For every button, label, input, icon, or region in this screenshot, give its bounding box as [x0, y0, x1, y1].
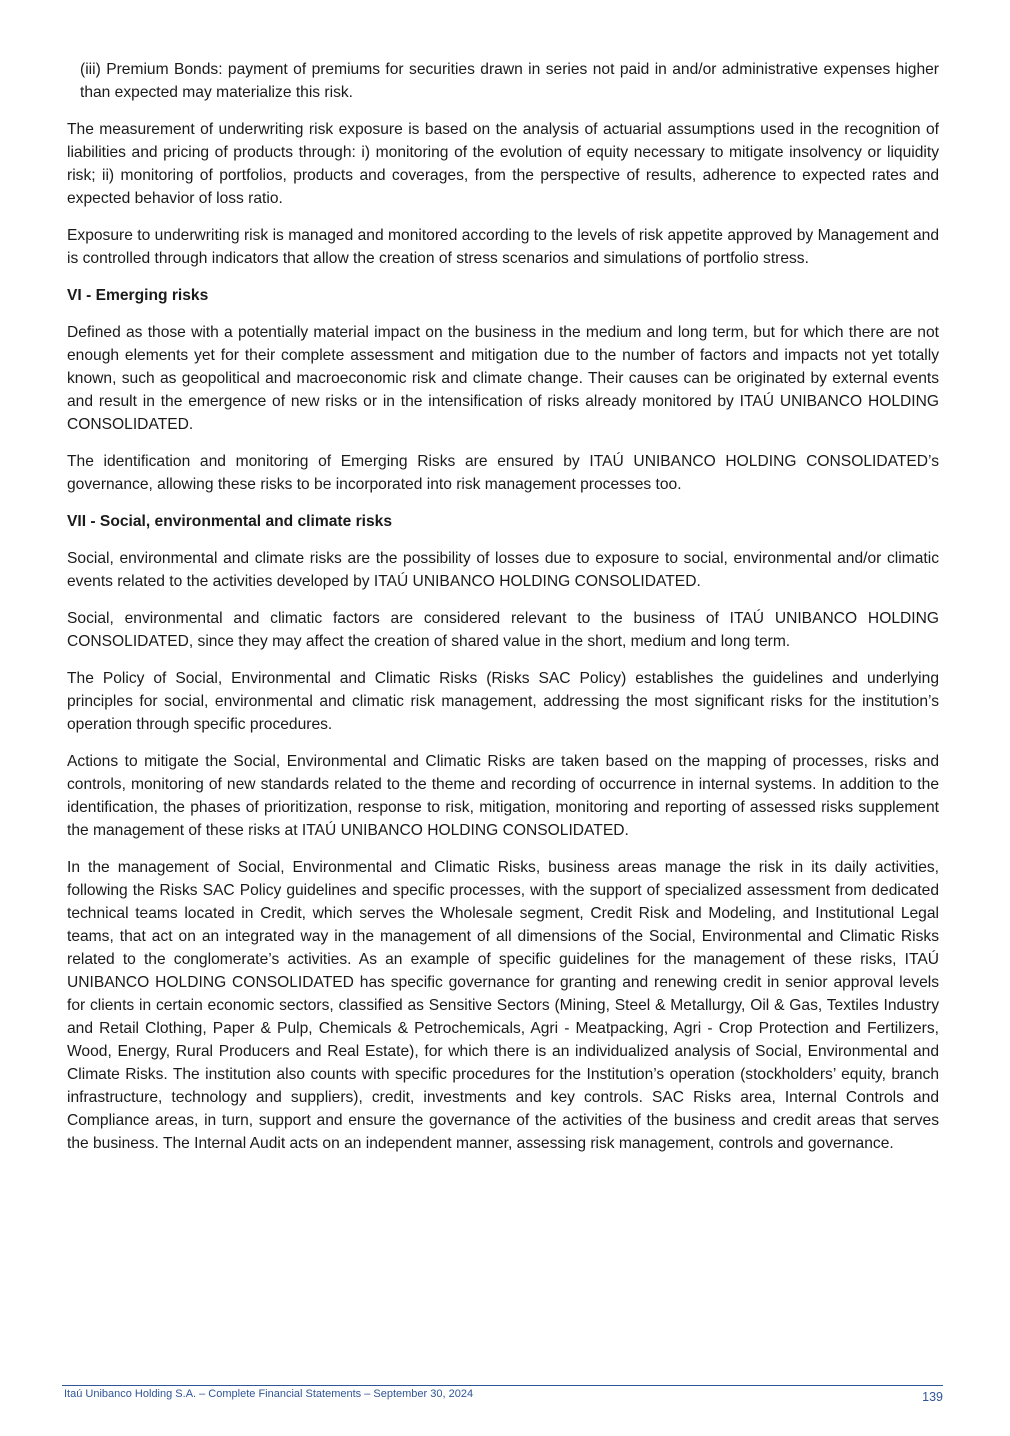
paragraph-sec-relevance: Social, environmental and climatic factors are considered relevant to the business of ITAÚ UNIBANCO HOLDING CONSOLIDATED, since they may affect the creation of shared value in the short, medium and long term. — [67, 610, 939, 650]
section-heading-emerging-risks: VI - Emerging risks — [67, 287, 209, 304]
footer-document-title: Itaú Unibanco Holding S.A. – Complete Financial Statements – September 30, 2024 — [64, 1388, 474, 1400]
paragraph-mitigation-actions: Actions to mitigate the Social, Environmental and Climatic Risks are taken based on the mapping of processes, risks and controls, monitoring of new standards related to the theme and recording of occurrence in internal systems. In addition to the identification, the phases of prioritization, response to risk, mitigation, monitoring and reporting of assessed risks supplement the management of these risks at ITAÚ UNIBANCO HOLDING CONSOLIDATED. — [67, 753, 939, 839]
list-item-premium-bonds: (iii) Premium Bonds: payment of premiums for securities drawn in series not paid in and/or administrative expenses higher than expected may materialize this risk. — [80, 61, 939, 101]
paragraph-underwriting-measurement: The measurement of underwriting risk exposure is based on the analysis of actuarial assumptions used in the recognition of liabilities and pricing of products through: i) monitoring of the evolution of equity necessary to mitigate insolvency or liquidity risk; ii) monitoring of portfolios, products and coverages, from the perspective of results, adherence to expected rates and expected behavior of loss ratio. — [67, 121, 939, 207]
page-footer — [62, 1385, 943, 1404]
section-heading-social-environmental-climate: VII - Social, environmental and climate risks — [67, 513, 392, 530]
document-body — [67, 58, 939, 1169]
paragraph-sac-policy: The Policy of Social, Environmental and Climatic Risks (Risks SAC Policy) establishes the guidelines and underlying principles for social, environmental and climatic risk management, addressing the most significant risks for the institution’s operation through specific procedures. — [67, 670, 939, 733]
paragraph-emerging-monitoring: The identification and monitoring of Emerging Risks are ensured by ITAÚ UNIBANCO HOLDING CONSOLIDATED’s governance, allowing these risks to be incorporated into risk management processes too. — [67, 453, 939, 493]
paragraph-underwriting-exposure: Exposure to underwriting risk is managed and monitored according to the levels of risk appetite approved by Management and is controlled through indicators that allow the creation of stress scenarios and simulations of portfolio stress. — [67, 227, 939, 267]
paragraph-emerging-definition: Defined as those with a potentially material impact on the business in the medium and long term, but for which there are not enough elements yet for their complete assessment and mitigation due to the number of factors and impacts not yet totally known, such as geopolitical and macroeconomic risk and climate change. Their causes can be originated by external events and result in the emergence of new risks or in the intensification of risks already monitored by ITAÚ UNIBANCO HOLDING CONSOLIDATED. — [67, 324, 939, 433]
paragraph-risk-management-details: In the management of Social, Environmental and Climatic Risks, business areas manage the risk in its daily activities, following the Risks SAC Policy guidelines and specific processes, with the support of specialized assessment from dedicated technical teams located in Credit, which serves the Wholesale segment, Credit Risk and Modeling, and Institutional Legal teams, that act on an integrated way in the management of all dimensions of the Social, Environmental and Climatic Risks related to the conglomerate’s activities. As an example of specific guidelines for the management of these risks, ITAÚ UNIBANCO HOLDING CONSOLIDATED has specific governance for granting and renewing credit in senior approval levels for clients in certain economic sectors, classified as Sensitive Sectors (Mining, Steel & Metallurgy, Oil & Gas, Textiles Industry and Retail Clothing, Paper & Pulp, Chemicals & Petrochemicals, Agri - Meatpacking, Agri - Crop Protection and Fertilizers, Wood, Energy, Rural Producers and Real Estate), for which there is an individualized analysis of Social, Environmental and Climate Risks. The institution also counts with specific procedures for the Institution’s operation (stockholders’ equity, branch infrastructure, technology and suppliers), credit, investments and key controls. SAC Risks area, Internal Controls and Compliance areas, in turn, support and ensure the governance of the activities of the business and credit areas that serves the business. The Internal Audit acts on an independent manner, assessing risk management, controls and governance. — [67, 859, 939, 1152]
page-number: 139 — [922, 1390, 943, 1404]
paragraph-sec-definition: Social, environmental and climate risks are the possibility of losses due to exposure to social, environmental and/or climatic events related to the activities developed by ITAÚ UNIBANCO HOLDING CONSOLIDATED. — [67, 550, 939, 590]
